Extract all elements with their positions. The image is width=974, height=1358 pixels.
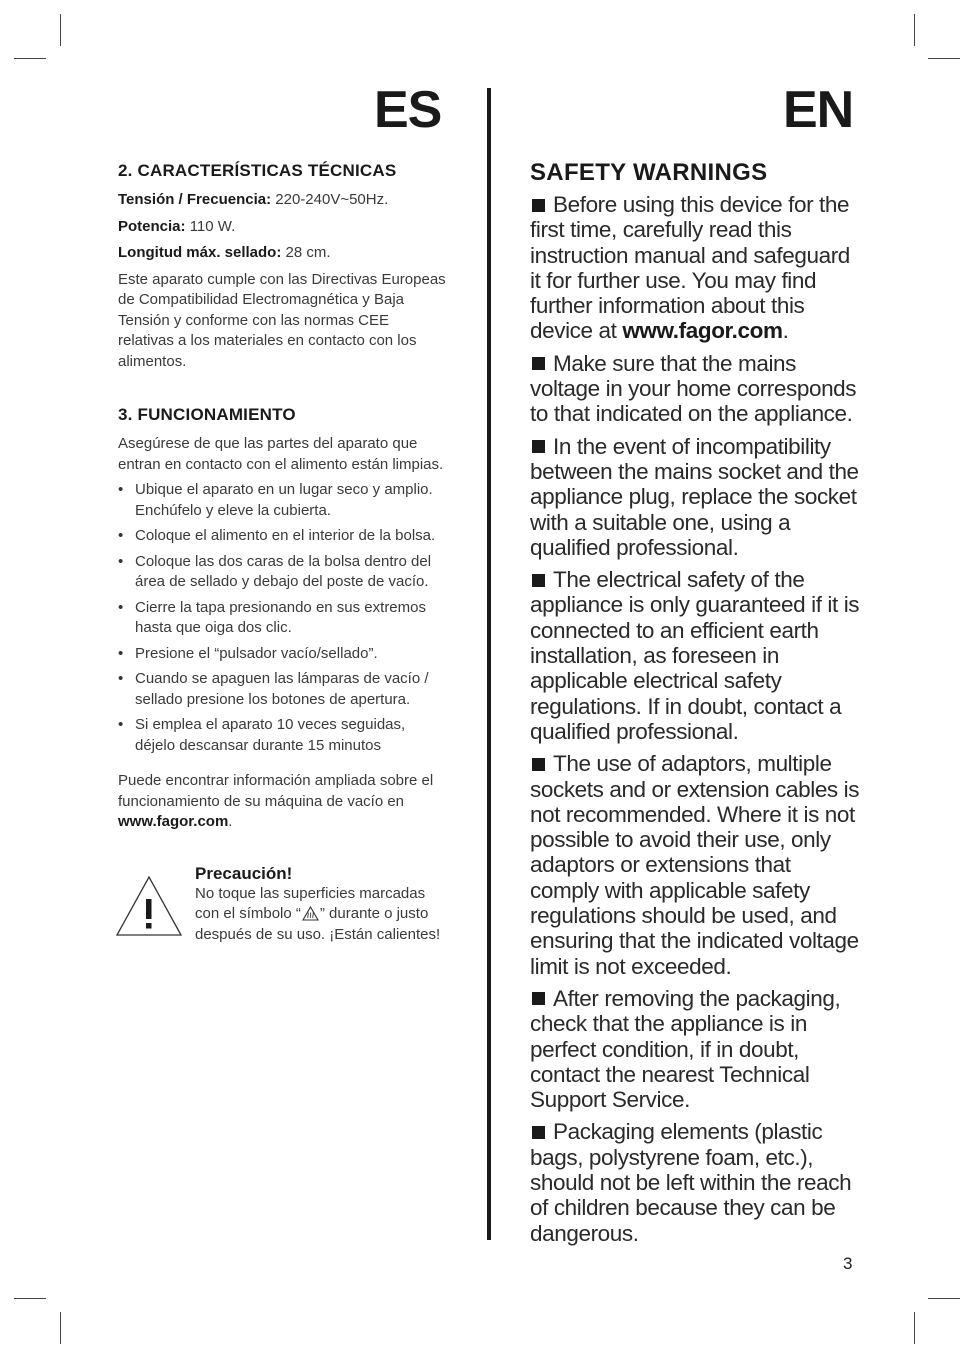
spec-label: Tensión / Frecuencia: xyxy=(118,191,272,208)
square-bullet-icon xyxy=(532,574,545,587)
section-title-operation: 3. FUNCIONAMIENTO xyxy=(118,405,296,424)
spec-value: 28 cm. xyxy=(285,244,331,261)
warning-item xyxy=(530,192,865,344)
more-info-paragraph xyxy=(118,771,446,833)
language-header-en: EN xyxy=(783,81,854,139)
spec-power xyxy=(118,217,446,238)
directives-paragraph: Este aparato cumple con las Directivas Europeas de Compatibilidad Electromagnética y Baja Tensión y conforme con las normas CEE relativas a los materiales en contacto con los alimentos. xyxy=(118,270,446,370)
spec-label: Potencia: xyxy=(118,217,186,235)
warning-item xyxy=(530,1119,865,1245)
list-item: • Cuando se apaguen las lámparas de vacío / sellado presione los botones de apertura. xyxy=(118,669,446,710)
list-item: • Cierre la tapa presionando en sus extremos hasta que oiga dos clic. xyxy=(118,598,446,639)
spec-voltage xyxy=(118,190,446,211)
spec-label: Longitud máx. sellado: xyxy=(118,244,282,261)
list-item: • Presione el “pulsador vacío/sellado”. xyxy=(118,644,446,665)
column-divider xyxy=(487,88,491,1240)
spec-value: 110 W. xyxy=(189,217,236,235)
crop-mark xyxy=(14,1298,46,1299)
caution-title: Precaución! xyxy=(195,863,293,883)
list-item: • Coloque el alimento en el interior de la bolsa. xyxy=(118,526,446,547)
warning-item xyxy=(530,567,865,744)
crop-mark xyxy=(14,58,46,59)
warning-text: After removing the packaging, check that the appliance is in perfect condition, if in doubt, contact the nearest Technical Support Service. xyxy=(530,985,841,1113)
website-link[interactable]: www.fagor.com xyxy=(622,318,783,344)
english-column xyxy=(530,158,865,1253)
warning-text: The use of adaptors, multiple sockets and or extension cables is not recommended. Where it is not possible to avoid their use, only adaptors or extensions that comply with applicable safety regulations should be used, and ensuring that the indicated voltage limit is not exceeded. xyxy=(530,751,860,979)
spanish-column xyxy=(118,160,446,945)
square-bullet-icon xyxy=(532,758,545,771)
list-item: • Coloque las dos caras de la bolsa dentro del área de sellado y debajo del poste de vacío. xyxy=(118,552,446,593)
operation-steps xyxy=(118,480,446,756)
caution-text-a: No toque las superficies marcadas con el símbolo “ xyxy=(195,884,426,922)
warning-item xyxy=(530,351,865,427)
square-bullet-icon xyxy=(532,440,545,453)
crop-mark xyxy=(928,58,960,59)
section-title-safety: SAFETY WARNINGS xyxy=(530,159,768,186)
punctuation: . xyxy=(782,318,789,344)
spec-seal-length xyxy=(118,243,446,264)
crop-mark xyxy=(60,1312,61,1344)
square-bullet-icon xyxy=(532,992,545,1005)
list-item: • Ubique el aparato en un lugar seco y amplio. Enchúfelo y eleve la cubierta. xyxy=(118,480,446,521)
caution-text-b: ” durante o justo después de su uso. ¡Están calientes! xyxy=(195,905,441,943)
square-bullet-icon xyxy=(532,199,545,212)
warning-text: In the event of incompatibility between the mains socket and the appliance plug, replace the socket with a suitable one, using a qualified professional. xyxy=(530,433,859,560)
crop-mark xyxy=(914,14,915,46)
crop-mark xyxy=(928,1298,960,1299)
page-number: 3 xyxy=(843,1254,853,1273)
crop-mark xyxy=(60,14,61,46)
crop-mark xyxy=(914,1312,915,1344)
spec-value: 220-240V~50Hz. xyxy=(275,191,389,208)
punctuation: . xyxy=(228,813,233,830)
warning-item xyxy=(530,434,865,560)
warning-text: Before using this device for the first time, carefully read this instruction manual and safeguard it for further use. You may find further information about this device at xyxy=(530,192,850,344)
warning-item xyxy=(530,986,865,1112)
square-bullet-icon xyxy=(532,1126,545,1139)
warning-text: Packaging elements (plastic bags, polystyrene foam, etc.), should not be left within the reach of children because they can be dangerous. xyxy=(530,1119,852,1246)
operation-intro: Asegúrese de que las partes del aparato que entran en contacto con el alimento están limpias. xyxy=(118,435,444,473)
website-link[interactable]: www.fagor.com xyxy=(118,813,229,830)
more-info-text: Puede encontrar información ampliada sobre el funcionamiento de su máquina de vacío en xyxy=(118,772,434,810)
section-title-technical: 2. CARACTERÍSTICAS TÉCNICAS xyxy=(118,161,397,180)
language-header-es: ES xyxy=(374,81,442,139)
caution-text xyxy=(195,884,446,946)
square-bullet-icon xyxy=(532,357,545,370)
warning-item xyxy=(530,751,865,979)
list-item: • Si emplea el aparato 10 veces seguidas, déjelo descansar durante 15 minutos xyxy=(118,715,446,756)
warning-text: Make sure that the mains voltage in your home corresponds to that indicated on the appliance. xyxy=(530,350,857,427)
warning-text: The electrical safety of the appliance is only guaranteed if it is connected to an efficient earth installation, as foreseen in applicable electrical safety regulations. If in doubt, contact a qualified professional. xyxy=(530,567,860,744)
caution-box xyxy=(118,863,446,946)
hot-surface-icon xyxy=(302,906,319,921)
warning-triangle-icon xyxy=(115,875,183,937)
